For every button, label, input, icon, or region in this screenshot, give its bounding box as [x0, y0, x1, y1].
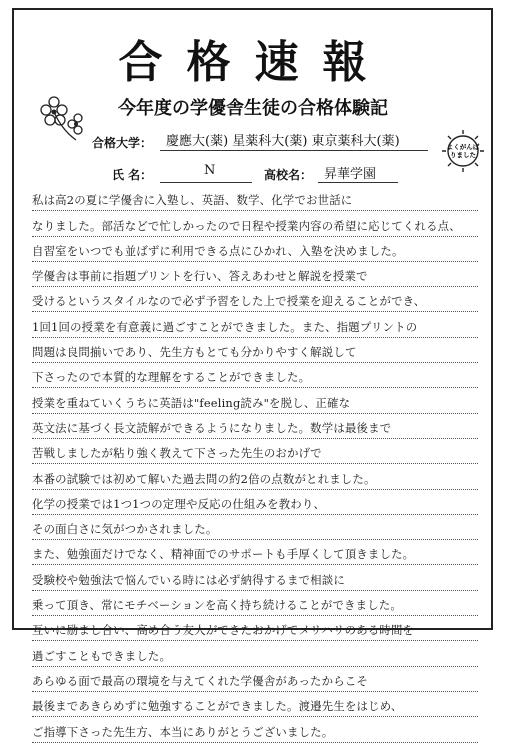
school-value: 昇華学園 [324, 167, 377, 182]
university-value: 慶應大(薬) 星薬科大(薬) 東京薬科大(薬) [166, 134, 400, 149]
text-line: 問題は良問揃いであり、先生方もとても分かりやすく解説して [32, 338, 478, 363]
text-line: 受験校や勉強法で悩んでいる時には必ず納得するまで相談に [32, 565, 478, 590]
text-line: 私は高2の夏に学優舎に入塾し、英語、数学、化学でお世話に [32, 186, 478, 211]
subtitle: 今年度の学優舎生徒の合格体験記 [118, 98, 388, 119]
text-line: 化学の授業では1つ1つの定理や反応の仕組みを教わり、 [32, 490, 478, 515]
praise-stamp-icon [438, 126, 488, 176]
text-line: ご指導下さった先生方、本当にありがとうございました。 [32, 717, 478, 742]
text-line: また、勉強面だけでなく、精神面でのサポートも手厚くして頂きました。 [32, 540, 478, 565]
cherry-blossom-icon [32, 90, 88, 146]
school-underline [318, 182, 398, 183]
text-line: 受けるというスタイルなので必ず予習をした上で授業を迎えることができ、 [32, 287, 478, 312]
text-line: 最後まであきらめずに勉強することができました。渡邉先生をはじめ、 [32, 692, 478, 717]
university-underline [160, 150, 428, 151]
text-line: なりました。部活などで忙しかったので日程や授業内容の希望に応じてくれる点、 [32, 211, 478, 236]
text-line: 1回1回の授業を有意義に過ごすことができました。また、指題プリントの [32, 312, 478, 337]
text-line: その面白さに気がつかされました。 [32, 515, 478, 540]
text-line: あらゆる面で最高の環境を与えてくれた学優舎があったからこそ [32, 667, 478, 692]
text-line: 互いに励まし合い、高め合う友人ができたおかげでメリハリのある時間を [32, 616, 478, 641]
university-label: 合格大学： [92, 136, 153, 150]
experience-text [32, 186, 478, 743]
text-line: 英文法に基づく長文読解ができるようになりました。数学は最後まで [32, 414, 478, 439]
text-line: 下さったので本質的な理解をすることができました。 [32, 363, 478, 388]
text-line: 苦戦しましたが粘り強く教えて下さった先生のおかげで [32, 439, 478, 464]
text-line: 自習室をいつでも並ばずに利用できる点にひかれ、入塾を決めました。 [32, 237, 478, 262]
text-line: 学優舎は事前に指題プリントを行い、答えあわせと解説を授業で [32, 262, 478, 287]
page-frame [12, 8, 493, 739]
text-line: 授業を重ねていくうちに英語は"feeling読み"を脱し、正確な [32, 388, 478, 413]
text-line: 過ごすこともできました。 [32, 641, 478, 666]
text-line: 本番の試験では初めて解いた過去問の約2倍の点数がとれました。 [32, 464, 478, 489]
name-value: N [204, 163, 216, 178]
name-label: 氏 名： [112, 168, 153, 182]
svg-text:よくがんば: よくがんば [446, 143, 480, 151]
headline: 合格速報 [118, 37, 391, 88]
school-label: 高校名： [264, 168, 313, 182]
svg-text:りました: りました [450, 151, 476, 159]
name-underline [160, 182, 252, 183]
text-line: 乗って頂き、常にモチベーションを高く持ち続けることができました。 [32, 591, 478, 616]
